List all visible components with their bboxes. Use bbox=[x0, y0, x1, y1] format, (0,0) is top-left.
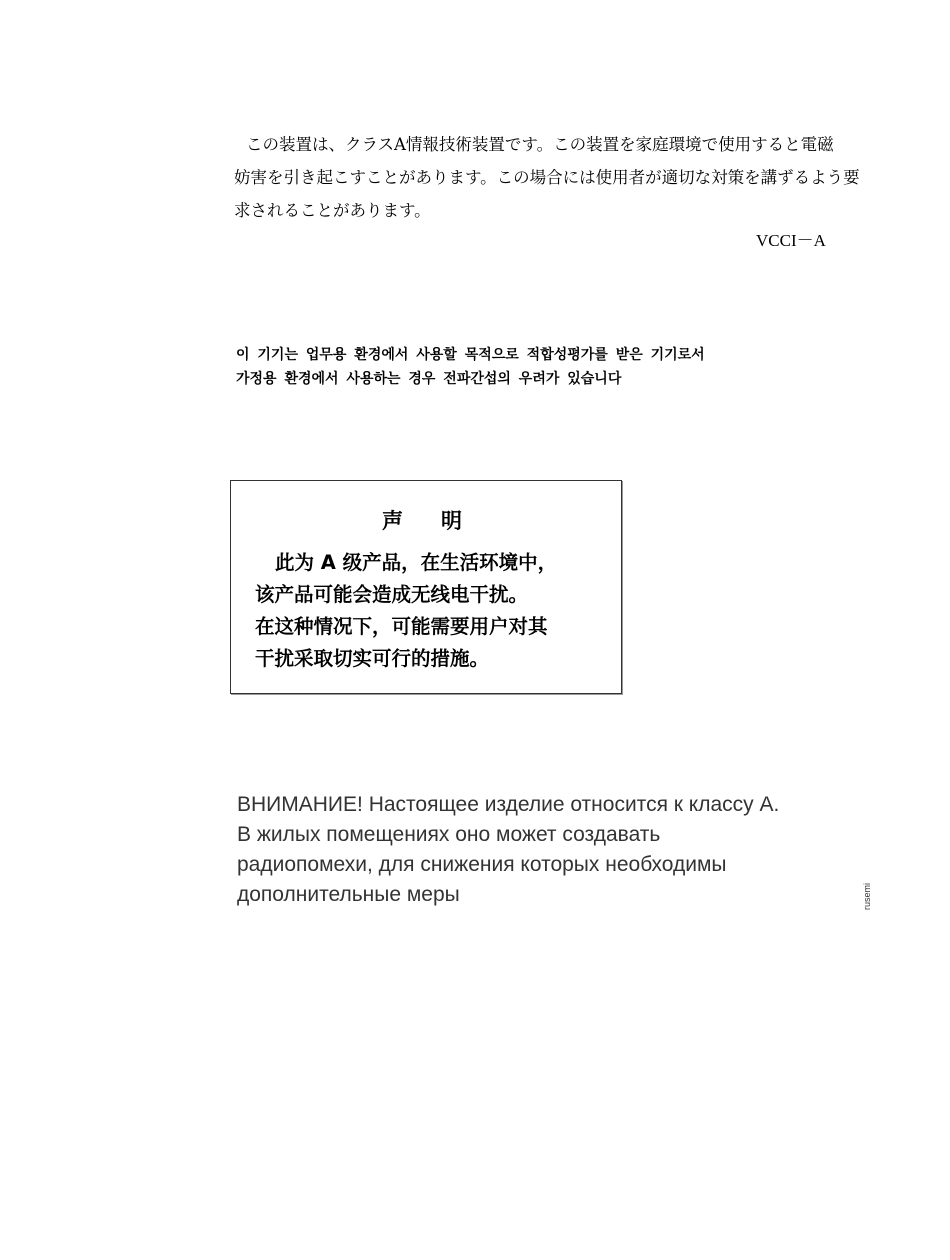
russian-notice-line-4: дополнительные меры bbox=[237, 883, 460, 906]
chinese-declaration-body bbox=[255, 547, 605, 675]
russian-notice-line-1: ВНИМАНИЕ! Настоящее изделие относится к классу А. bbox=[237, 793, 780, 816]
japanese-notice-line-3: 求されることがあります。 bbox=[234, 201, 431, 220]
chinese-line-1: 此为 A 级产品，在生活环境中， bbox=[275, 551, 558, 574]
chinese-line-2: 该产品可能会造成无线电干扰。 bbox=[255, 583, 529, 606]
chinese-declaration-box bbox=[230, 480, 622, 694]
korean-notice-line-1: 이 기기는 업무용 환경에서 사용할 목적으로 적합성평가를 받은 기기로서 bbox=[236, 347, 705, 363]
russian-notice-line-3: радиопомехи, для снижения которых необходимы bbox=[237, 853, 727, 876]
japanese-notice-line-2: 妨害を引き起こすことがあります。この場合には使用者が適切な対策を講ずるよう要 bbox=[234, 168, 860, 187]
korean-notice-line-2: 가정용 환경에서 사용하는 경우 전파간섭의 우려가 있습니다 bbox=[236, 371, 622, 387]
japanese-vcci-notice bbox=[234, 128, 864, 227]
korean-notice bbox=[236, 343, 836, 391]
side-code-label: rusemi bbox=[862, 882, 872, 910]
chinese-line-3: 在这种情况下，可能需要用户对其 bbox=[255, 615, 548, 638]
vcci-mark: VCCI－A bbox=[756, 231, 826, 250]
russian-notice bbox=[237, 790, 877, 910]
chinese-line-4: 干扰采取切实可行的措施。 bbox=[255, 647, 490, 670]
russian-notice-line-2: В жилых помещениях оно может создавать bbox=[237, 823, 661, 846]
japanese-notice-line-1: この装置は、クラスA情報技術装置です。この装置を家庭環境で使用すると電磁 bbox=[246, 135, 834, 154]
chinese-declaration-title: 声明 bbox=[382, 509, 500, 533]
